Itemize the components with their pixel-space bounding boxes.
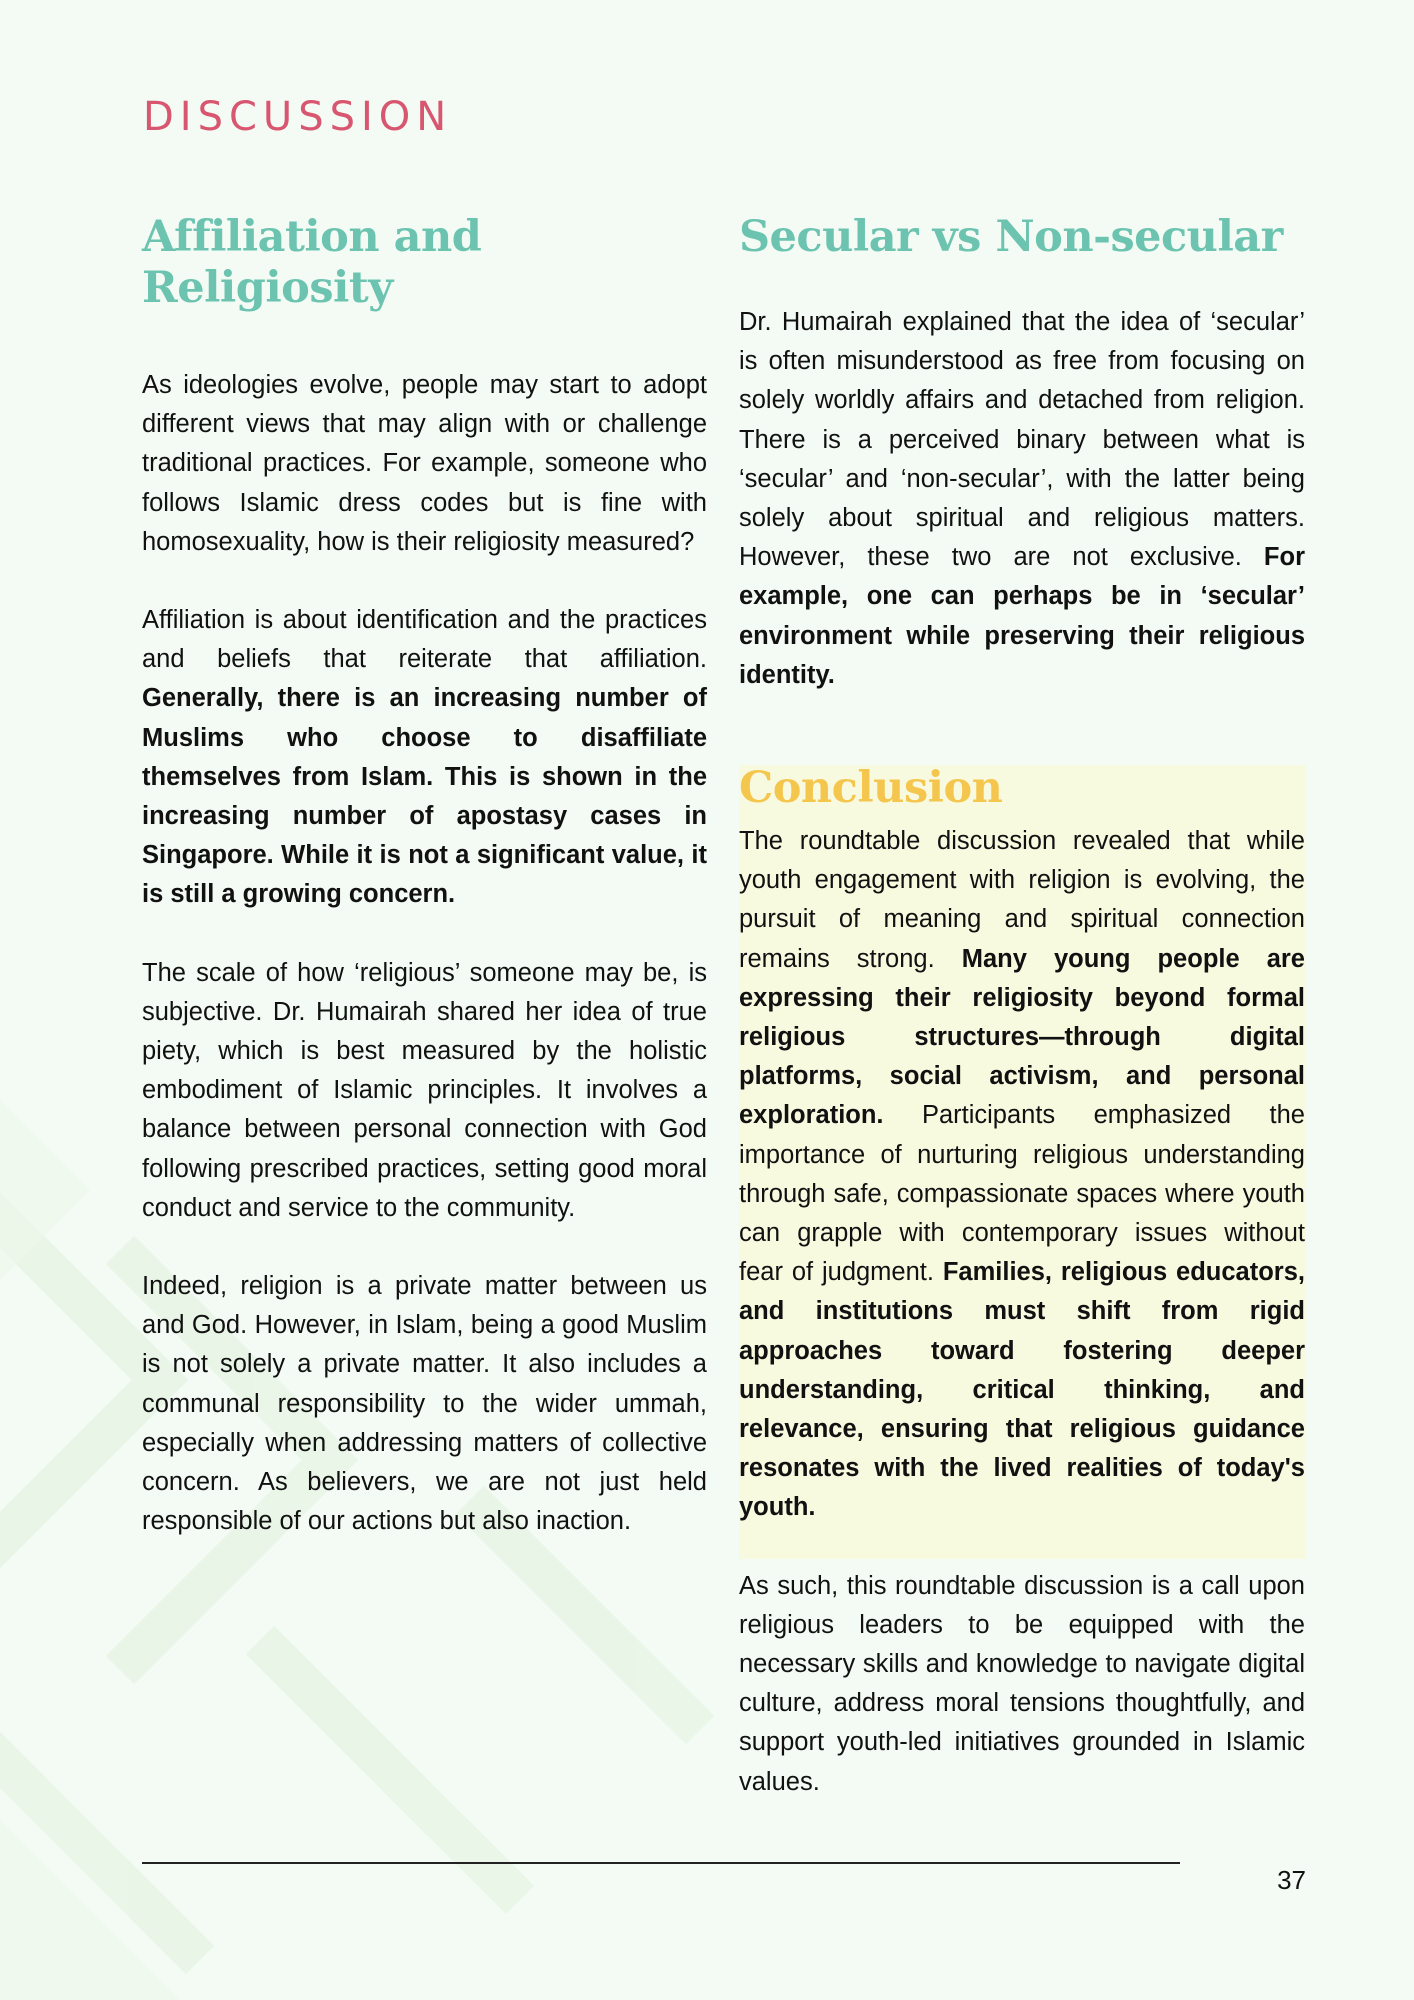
section-label: DISCUSSION (143, 94, 453, 140)
footer-divider (142, 1862, 1180, 1864)
right-column (739, 212, 1305, 695)
affiliation-paragraph-3: The scale of how ‘religious’ someone may be, is subjective. Dr. Humairah shared her idea of true piety, which is best measured by the holistic embodiment of Islamic principles. It involves a balance between personal connection with God following prescribed practices, setting good moral conduct and service to the community. (142, 958, 707, 1222)
conclusion-paragraph-1-bold-b: Families, religious educators, and institutions must shift from rigid approaches toward fostering deeper understanding, critical thinking, and relevance, ensuring that religious guidance resonates with the lived realities of today's youth. (739, 1258, 1305, 1522)
conclusion-body (739, 822, 1305, 1802)
affiliation-paragraph-2 (142, 601, 707, 915)
secular-paragraph-bold: For example, one can perhaps be in ‘secular’ environment while preserving their religious identity. (739, 543, 1305, 689)
left-column (142, 212, 707, 1541)
affiliation-heading: Affiliation and Religiosity (142, 212, 482, 313)
conclusion-paragraph-1-text-b: Participants emphasized the importance of nurturing religious understanding through safe, compassionate spaces where youth can grapple with contemporary issues without fear of judgment. (739, 1101, 1305, 1287)
page-number: 37 (1277, 1865, 1306, 1895)
secular-paragraph (739, 303, 1305, 695)
conclusion-heading: Conclusion (739, 763, 1003, 813)
conclusion-paragraph-1-bold-a: Many young people are expressing their religiosity beyond formal religious structures—through digital platforms, social activism, and personal exploration. (739, 944, 1305, 1130)
conclusion-paragraph-1 (739, 822, 1305, 1528)
affiliation-paragraph-1: As ideologies evolve, people may start to adopt different views that may align with or challenge traditional practices. For example, someone who follows Islamic dress codes but is fine with homosexuality, how is their religiosity measured? (142, 371, 707, 556)
secular-heading: Secular vs Non-secular (739, 212, 1283, 262)
conclusion-paragraph-2: As such, this roundtable discussion is a call upon religious leaders to be equipped with the necessary skills and knowledge to navigate digital culture, address moral tensions thoughtfully, and support youth-led initiatives grounded in Islamic values. (739, 1571, 1305, 1796)
secular-paragraph-text: Dr. Humairah explained that the idea of ‘secular’ is often misunderstood as free from focusing on solely worldly affairs and detached from religion. There is a perceived binary between what is ‘secular’ and ‘non-secular’, with the latter being solely about spiritual and religious matters. However, these two are not exclusive. (739, 308, 1305, 572)
affiliation-paragraph-2-text: Affiliation is about identification and the practices and beliefs that reiterate that affiliation. (142, 606, 707, 674)
affiliation-paragraph-4: Indeed, religion is a private matter between us and God. However, in Islam, being a good Muslim is not solely a private matter. It also includes a communal responsibility to the wider ummah, especially when addressing matters of collective concern. As believers, we are not just held responsible of our actions but also inaction. (142, 1272, 707, 1536)
affiliation-paragraph-2-bold: Generally, there is an increasing number of Muslims who choose to disaffiliate themselves from Islam. This is shown in the increasing number of apostasy cases in Singapore. While it is not a significant value, it is still a growing concern. (142, 684, 707, 909)
conclusion-paragraph-1-text-a: The roundtable discussion revealed that while youth engagement with religion is evolving, the pursuit of meaning and spiritual connection remains strong. (739, 827, 1305, 973)
